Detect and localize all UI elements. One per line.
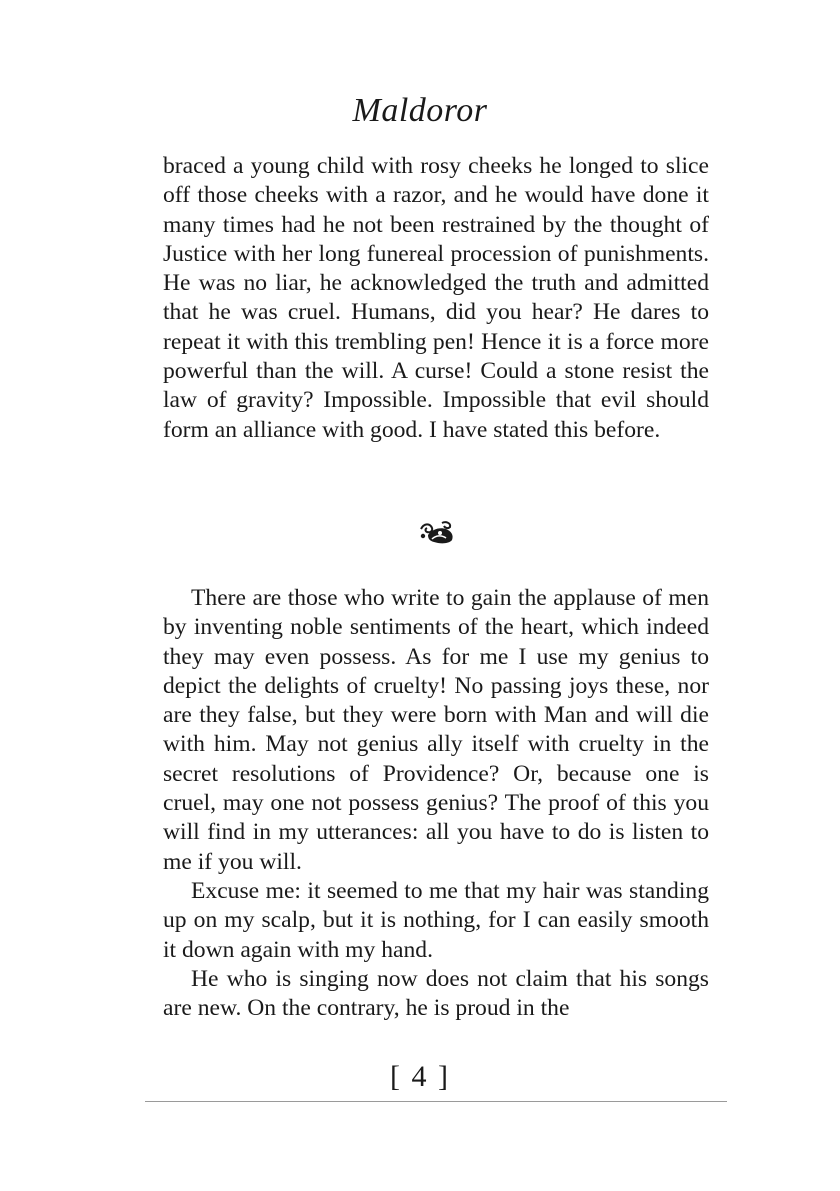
continuation-paragraph: braced a young child with rosy cheeks he longed to slice off those cheeks with a razor, and he would have done it many times had he not been restrained by the thought of Justice with her long funereal procession of punishments. He was no liar, he acknowledged the truth and admitted that he was cruel. Humans, did you hear? He dares to repeat it with this trembling pen! Hence it is a force more powerful than the will. A curse! Could a stone resist the law of gravity? Impossible. Impossible that evil should form an alliance with good. I have stated this before. [163,153,709,443]
page-number: [ 4 ] [390,1060,450,1093]
running-title: Maldoror [352,92,488,129]
bottom-rule-divider [145,1101,727,1102]
paragraph-1: There are those who write to gain the applause of men by inventing noble sentiments of the heart, which indeed they may even possess. As for me I use my genius to depict the delights of cruelty! No passing joys these, nor are they false, but they were born with Man and will die with him. May not genius ally itself with cruelty in the secret resolutions of Providence? Or, because one is cruel, may one not possess genius? The proof of this you will find in my utterances: all you have to do is listen to me if you will. [163,585,709,875]
text-block-top [163,152,709,445]
paragraph-2: Excuse me: it seemed to me that my hair was standing up on my scalp, but it is nothing, for I can easily smooth it down again with my hand. [163,877,709,963]
floral-ornament-icon [418,517,458,547]
text-block-bottom [163,584,709,1023]
paragraph-3: He who is singing now does not claim that his songs are new. On the contrary, he is proud in the [163,965,709,1022]
